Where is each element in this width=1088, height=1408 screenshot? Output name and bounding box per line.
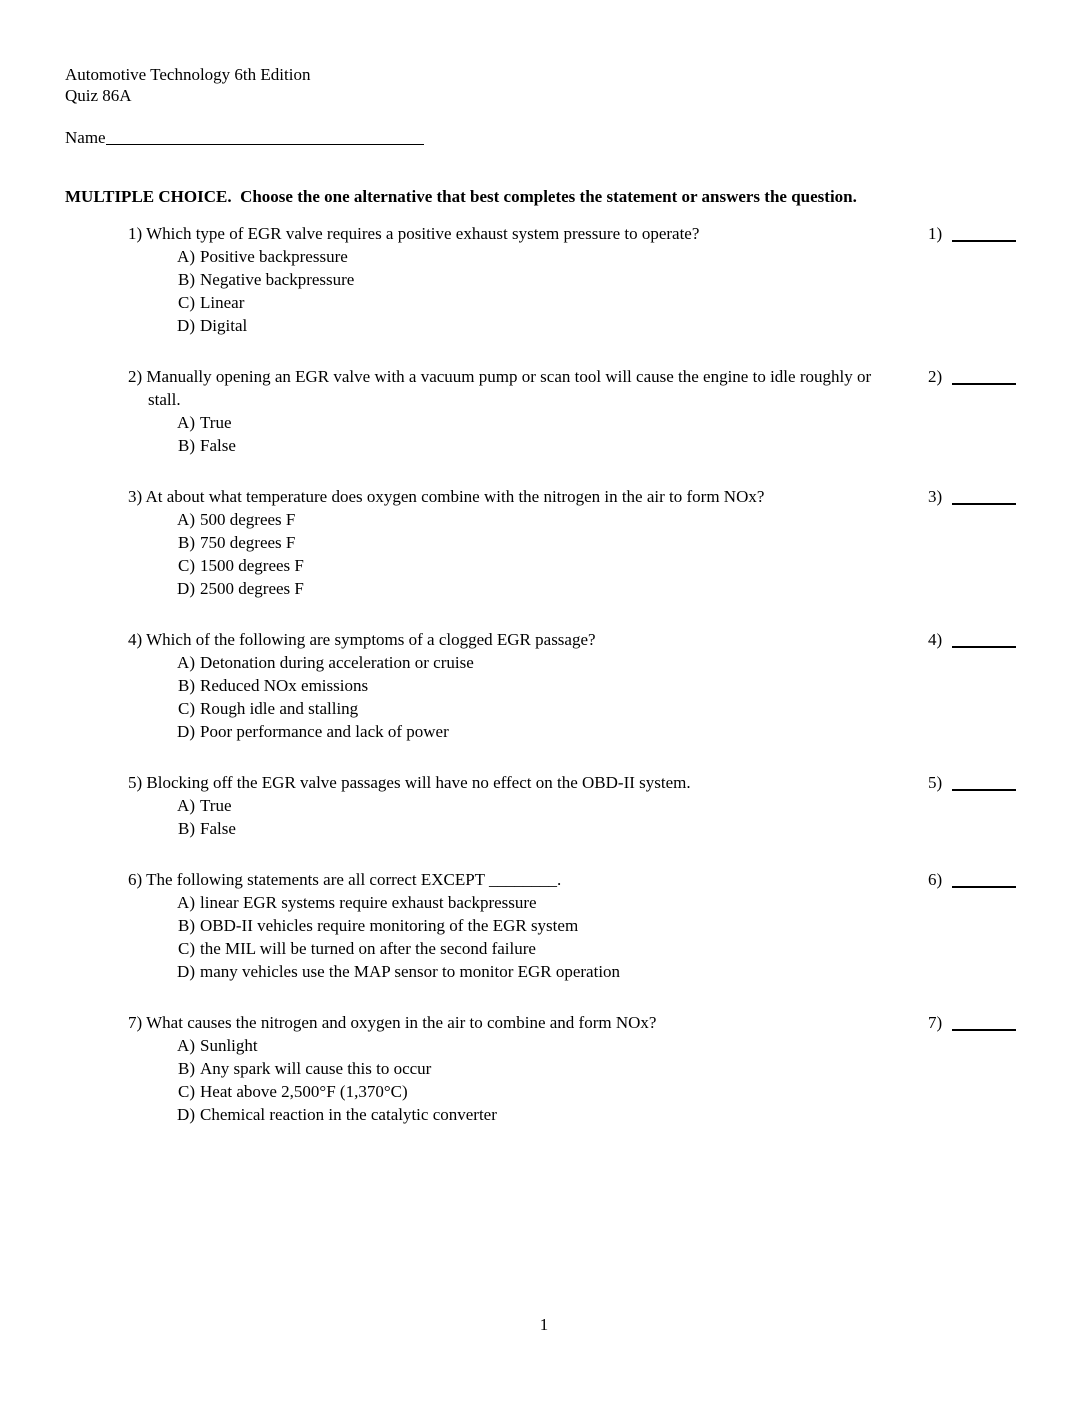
choice-item <box>169 1080 928 1103</box>
question-number: 6) <box>128 870 143 889</box>
choice-letter: D) <box>177 579 195 598</box>
page-number: 1 <box>539 1315 549 1334</box>
choice-letter: D) <box>177 1105 195 1124</box>
question-line <box>128 222 878 245</box>
choice-letter: B) <box>178 1059 195 1078</box>
choice-text: Detonation during acceleration or cruise <box>200 653 474 672</box>
answer-area <box>928 868 1023 891</box>
choice-item <box>169 245 928 268</box>
choice-letter: B) <box>178 819 195 838</box>
question-number: 1) <box>128 224 143 243</box>
answer-area <box>928 771 1023 794</box>
choice-text: Poor performance and lack of power <box>200 722 449 741</box>
answer-number: 5) <box>928 773 943 792</box>
questions-list <box>65 222 1023 1126</box>
answer-number: 6) <box>928 870 943 889</box>
choice-text: many vehicles use the MAP sensor to monitor EGR operation <box>200 962 621 981</box>
choice-text: Sunlight <box>200 1036 258 1055</box>
answer-blank-line <box>952 369 1016 385</box>
question-number: 5) <box>128 773 143 792</box>
choice-letter: C) <box>178 1082 195 1101</box>
name-blank-line <box>106 129 424 145</box>
choice-item <box>169 434 928 457</box>
choice-text: Positive backpressure <box>200 247 348 266</box>
choice-text: Heat above 2,500°F (1,370°C) <box>200 1082 408 1101</box>
question-main <box>65 485 928 600</box>
question-block <box>65 1011 1023 1126</box>
choice-item <box>169 531 928 554</box>
choices-list <box>128 651 928 743</box>
question-main <box>65 868 928 983</box>
question-block <box>65 771 1023 840</box>
question-number: 3) <box>128 487 143 506</box>
document-subtitle: Quiz 86A <box>65 86 132 105</box>
choice-letter: B) <box>178 533 195 552</box>
answer-area <box>928 222 1023 245</box>
choice-text: linear EGR systems require exhaust backpressure <box>200 893 537 912</box>
choice-text: Linear <box>200 293 245 312</box>
choice-item <box>169 674 928 697</box>
question-main <box>65 628 928 743</box>
question-block <box>65 365 1023 457</box>
choice-text: 750 degrees F <box>200 533 296 552</box>
answer-area <box>928 1011 1023 1034</box>
question-main <box>65 222 928 337</box>
choices-list <box>128 245 928 337</box>
choice-item <box>169 508 928 531</box>
answer-area <box>928 628 1023 651</box>
question-main <box>65 1011 928 1126</box>
answer-blank-line <box>952 775 1016 791</box>
question-block <box>65 628 1023 743</box>
choice-item <box>169 697 928 720</box>
question-number: 2) <box>128 367 143 386</box>
choices-list <box>128 411 928 457</box>
answer-blank-line <box>952 632 1016 648</box>
choice-item <box>169 960 928 983</box>
choice-letter: D) <box>177 316 195 335</box>
question-line <box>128 365 878 411</box>
choice-letter: C) <box>178 556 195 575</box>
answer-blank-line <box>952 1015 1016 1031</box>
answer-area <box>928 365 1023 388</box>
choice-letter: B) <box>178 676 195 695</box>
choices-list <box>128 891 928 983</box>
answer-number: 7) <box>928 1013 943 1032</box>
choice-letter: B) <box>178 270 195 289</box>
choices-list <box>128 508 928 600</box>
choice-letter: D) <box>177 962 195 981</box>
choice-letter: C) <box>178 293 195 312</box>
document-header <box>65 64 1023 106</box>
choice-letter: A) <box>177 1036 195 1055</box>
choice-item <box>169 291 928 314</box>
question-text: Manually opening an EGR valve with a vacuum pump or scan tool will cause the engine to idle roughly or stall. <box>146 367 872 409</box>
choice-item <box>169 720 928 743</box>
choice-item <box>169 817 928 840</box>
question-block <box>65 485 1023 600</box>
question-line <box>128 771 878 794</box>
question-text: Which of the following are symptoms of a clogged EGR passage? <box>146 630 596 649</box>
choice-letter: A) <box>177 653 195 672</box>
question-line <box>128 485 878 508</box>
page-footer <box>0 1313 1088 1336</box>
question-block <box>65 868 1023 983</box>
choice-text: Any spark will cause this to occur <box>200 1059 432 1078</box>
choice-item <box>169 268 928 291</box>
answer-blank-line <box>952 226 1016 242</box>
question-text: The following statements are all correct EXCEPT ________. <box>146 870 562 889</box>
question-text: Blocking off the EGR valve passages will have no effect on the OBD-II system. <box>146 773 691 792</box>
choice-text: False <box>200 819 236 838</box>
answer-number: 1) <box>928 224 943 243</box>
choice-text: OBD-II vehicles require monitoring of the EGR system <box>200 916 579 935</box>
choice-letter: C) <box>178 699 195 718</box>
choice-letter: C) <box>178 939 195 958</box>
question-number: 4) <box>128 630 143 649</box>
question-main <box>65 365 928 457</box>
choice-item <box>169 651 928 674</box>
choice-item <box>169 891 928 914</box>
choice-text: Chemical reaction in the catalytic converter <box>200 1105 497 1124</box>
question-line <box>128 628 878 651</box>
question-number: 7) <box>128 1013 143 1032</box>
choice-letter: A) <box>177 413 195 432</box>
answer-number: 4) <box>928 630 943 649</box>
answer-blank-line <box>952 872 1016 888</box>
choice-letter: A) <box>177 247 195 266</box>
choice-item <box>169 1034 928 1057</box>
choice-item <box>169 794 928 817</box>
answer-number: 2) <box>928 367 943 386</box>
choice-letter: D) <box>177 722 195 741</box>
choice-letter: A) <box>177 510 195 529</box>
choice-item <box>169 1057 928 1080</box>
document-title: Automotive Technology 6th Edition <box>65 65 311 84</box>
choice-item <box>169 1103 928 1126</box>
choice-text: False <box>200 436 236 455</box>
choice-letter: B) <box>178 436 195 455</box>
choice-text: the MIL will be turned on after the second failure <box>200 939 536 958</box>
choices-list <box>128 794 928 840</box>
choice-text: True <box>200 413 232 432</box>
choice-item <box>169 577 928 600</box>
question-text: Which type of EGR valve requires a positive exhaust system pressure to operate? <box>146 224 700 243</box>
choice-item <box>169 411 928 434</box>
name-label: Name <box>65 128 106 147</box>
choice-text: Rough idle and stalling <box>200 699 359 718</box>
choice-text: True <box>200 796 232 815</box>
question-text: What causes the nitrogen and oxygen in the air to combine and form NOx? <box>146 1013 657 1032</box>
choice-letter: A) <box>177 796 195 815</box>
question-main <box>65 771 928 840</box>
choice-text: Reduced NOx emissions <box>200 676 369 695</box>
instructions-heading: MULTIPLE CHOICE. Choose the one alternative that best completes the statement or answers the question. <box>65 187 857 206</box>
choice-item <box>169 314 928 337</box>
choices-list <box>128 1034 928 1126</box>
choice-text: 1500 degrees F <box>200 556 304 575</box>
question-block <box>65 222 1023 337</box>
choice-text: 2500 degrees F <box>200 579 304 598</box>
question-text: At about what temperature does oxygen combine with the nitrogen in the air to form NOx? <box>145 487 765 506</box>
choice-letter: A) <box>177 893 195 912</box>
choice-item <box>169 937 928 960</box>
answer-blank-line <box>952 489 1016 505</box>
choice-text: Digital <box>200 316 248 335</box>
choice-item <box>169 554 928 577</box>
choice-text: 500 degrees F <box>200 510 296 529</box>
answer-area <box>928 485 1023 508</box>
choice-text: Negative backpressure <box>200 270 355 289</box>
choice-item <box>169 914 928 937</box>
question-line <box>128 1011 878 1034</box>
question-line <box>128 868 878 891</box>
name-row <box>65 126 1023 149</box>
answer-number: 3) <box>928 487 943 506</box>
choice-letter: B) <box>178 916 195 935</box>
